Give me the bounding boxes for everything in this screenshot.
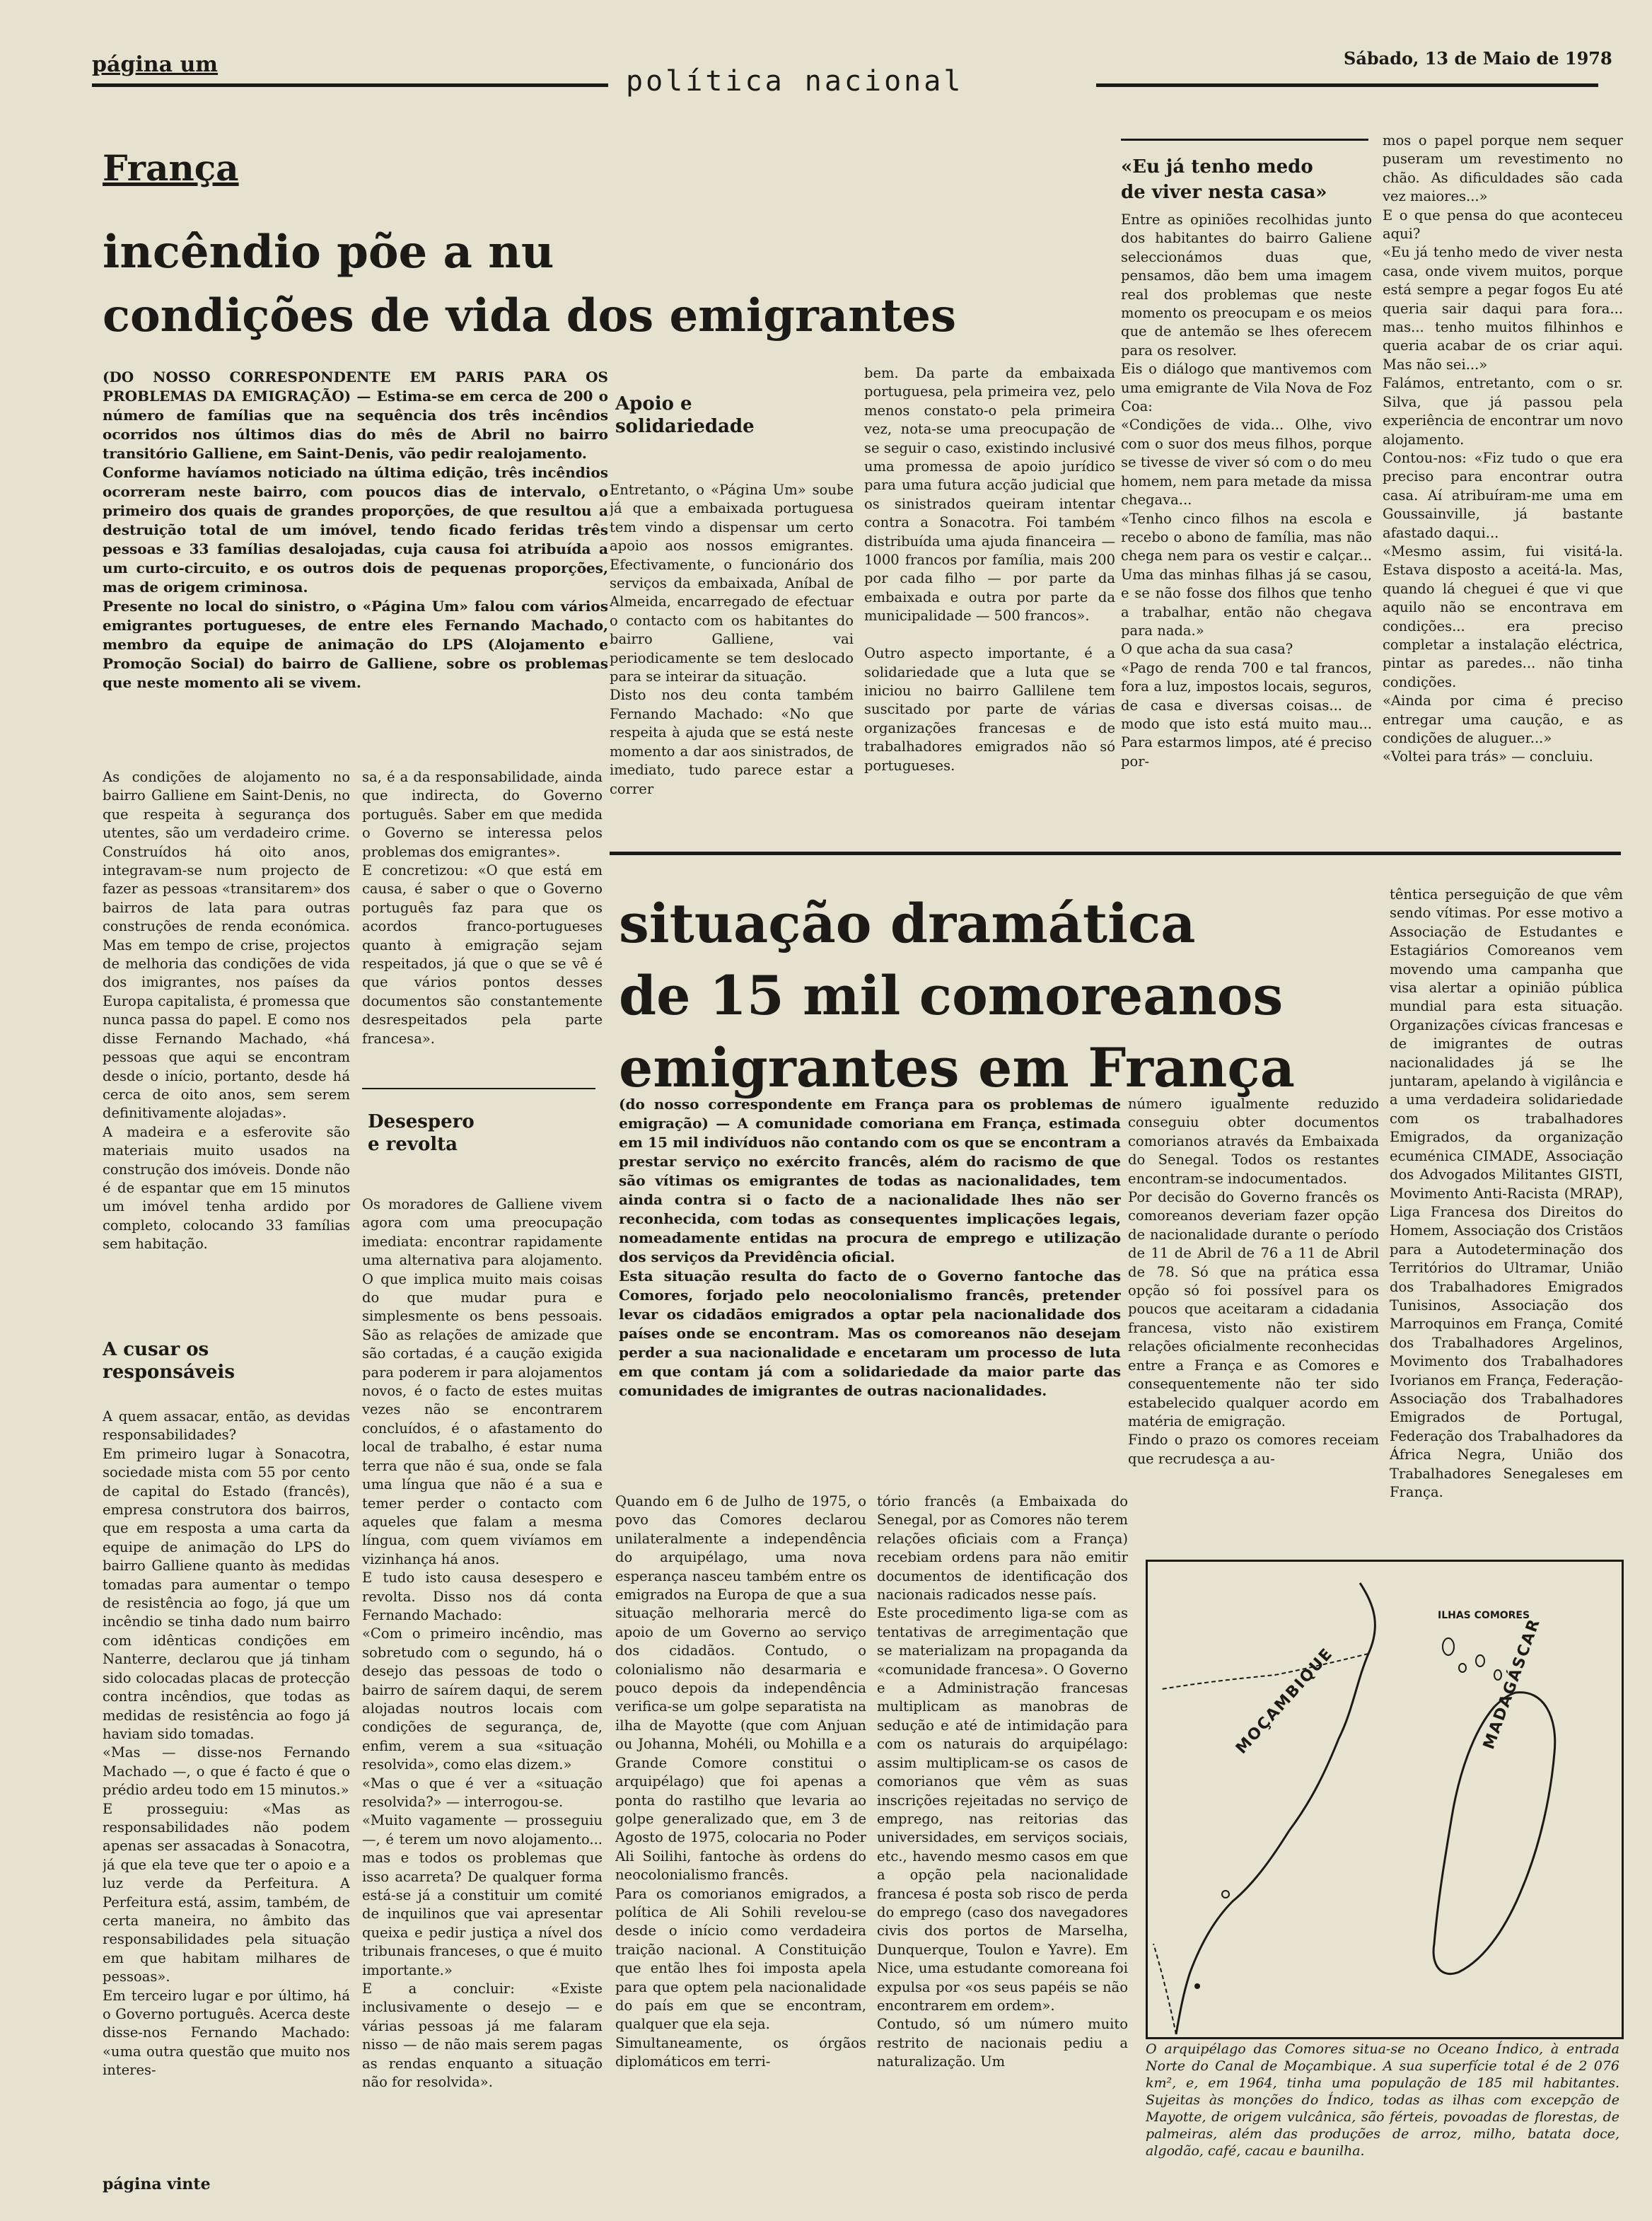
africa-coast: [1176, 1583, 1375, 2034]
header-rule-left: [92, 83, 608, 87]
map-label-madagascar: MADAGÁSCAR: [1480, 1616, 1545, 1752]
mozambique-border: [1153, 1654, 1368, 2034]
column-rule-desespero: [362, 1088, 595, 1089]
map-label-comores: ILHAS COMORES: [1438, 1610, 1530, 1621]
city-dot-2: [1194, 1983, 1200, 1989]
article1-col3: Entretanto, o «Página Um» soube já que a embaixada portuguesa tem vindo a dispensar um certo apoio aos nossos emigrantes. Efectivamente, o funcionário dos serviços da embaixada, Aníbal de Almeida, encarregado de efectuar o contacto com os habitantes do bairro Galliene, vai periodicamente se tem deslocado para se inteirar da situação. Disto nos deu conta também Fernando Machado: «No que respeita à ajuda que se está neste momento a dar aos sinistrados, de imediato, tudo parece estar a correr: [610, 482, 854, 797]
sidebar-col5: Entre as opiniões recolhidas junto dos habitantes do bairro Galiene seleccionámos duas que, pensamos, dão bem uma imagem real dos problemas que neste momento os preocupam e os meios que de antemão se lhes oferecem para os resolver. Eis o diálogo que mantivemos com uma emigrante de Vila Nova de Foz Coa: «Condições de vida... Olhe, vivo com o suor dos meus filhos, porque se tivesse de viver só com o do meu homem, nem para metade da missa chegava... «Tenho cinco filhos na escola e recebo o abono de família, mas não chega nem para os vestir e calçar... Uma das minhas filhas já se casou, e se não fosse dos filhos que tenho a trabalhar, então não chegava para nada.» O que acha da sua casa? «Pago de renda 700 e tal francos, fora a luz, impostos locais, seguros, de casa e diversas coisas... de modo que isto está muito mau... Para estarmos limpos, até é preciso por-: [1121, 211, 1372, 770]
subhead-desespero: Desespero e revolta: [368, 1111, 475, 1155]
article2-colA: Quando em 6 de Julho de 1975, o povo das Comores declarou unilateralmente a independência do arquipélago, uma nova esperança nasceu também entre os emigrados na Europa de que a sua situação melhoraria mercê do apoio de um Governo ao serviço dos cidadãos. Contudo, o colonialismo não desarmaria e pouco depois da independência verifica-se um golpe separatista na ilha de Mayotte (que com Anjuan ou Johanna, Mohéli, ou Mohilla e a Grande Comore constitui o arquipélago) que foi apenas a ponta do rastilho que levaria ao golpe generalizado que, em 3 de Agosto de 1975, colocaria no Poder Ali Soilihi, fantoche às ordens do neocolonialismo francês. Para os comorianos emigrados, a política de Ali Sohili revelou-se desde o início como verdadeira traição nacional. A Constituição que então lhes foi imposta apela para que optem pela nacionalidade do país em que se encontram, qualquer que ela seja. Simultaneamente, os órgãos diplomáticos em terri-: [615, 1493, 866, 2070]
article1-col1b: A quem assacar, então, as devidas responsabilidades? Em primeiro lugar à Sonacotra, sociedade mista com 55 por cento de capital do Estado (francês), empresa construtora dos bairros, que em resposta a uma carta da equipe de animação do LPS do bairro Galliene quanto às medidas tomadas para aumentar o tempo de resistência ao fogo, já que um incêndio se tinha dado num bairro com idênticas condições em Nanterre, declarou que já tinham sido colocadas placas de protecção contra incêndios, que todas as medidas de resistência ao fogo já haviam sido tomadas. «Mas — disse-nos Fernando Machado —, o que é facto é que o prédio ardeu todo em 15 minutos.» E prosseguiu: «Mas as responsabilidades não podem apenas ser assacadas à Sonacotra, já que ela teve que ter o apoio e a luz verde da Perfeitura. A Perfeitura está, assim, também, de certa maneira, no âmbito das responsabilidades pela situação em que habitam milhares de pessoas». Em terceiro lugar e por último, há o Governo português. Acerca deste disse-nos Fernando Machado: «uma outra questão que muito nos interes-: [103, 1408, 350, 2079]
article2-headline: situação dramática de 15 mil comoreanos emigrantes em França: [619, 892, 1295, 1099]
subhead-apoio: Apoio e solidariedade: [615, 393, 755, 437]
article1-col1a: As condições de alojamento no bairro Galliene em Saint-Denis, no que respeita à segurança dos utentes, são um verdadeiro crime. Construídos há oito anos, integravam-se num projecto de fazer as pessoas «transitarem» dos bairros de lata para outras construções de renda económica. Mas em tempo de crise, projectos de melhoria das condições de vida dos imigrantes, nos países da Europa capitalista, é promessa que nunca passa do papel. E como nos disse Fernando Machado, «há pessoas que aqui se encontram desde o início, portanto, desde há cerca de oito anos, sem serem definitivamente alojadas». A madeira e a esferovite são materiais muito usados na construção dos imóveis. Donde não é de espantar que em 15 minutos um imóvel tenha ardido por completo, colocando 33 famílias sem habitação.: [103, 769, 350, 1253]
section-title: política nacional: [626, 65, 964, 98]
subhead-acusar: A cusar os responsáveis: [103, 1339, 235, 1383]
article1-col2a: sa, é a da responsabilidade, ainda que indirecta, do Governo português. Saber em que medida o Governo se interessa pelos problemas dos emigrantes». E concretizou: «O que está em causa, é saber o que o Governo português faz para que os acordos franco-portugueses quanto à emigração sejam respeitados, já que o que se vê é que vários pontos desses documentos são constantemente desrespeitados pela parte francesa».: [362, 769, 603, 1047]
comoros-island-4: [1494, 1670, 1501, 1680]
comoros-island-3: [1476, 1655, 1484, 1666]
map-label-mocambique: MOÇAMBIQUE: [1233, 1645, 1337, 1758]
sidebar-rule: [1121, 139, 1368, 141]
page-label: página um: [92, 52, 219, 77]
header-rule-right: [1096, 83, 1598, 87]
jump-line: página vinte: [103, 2175, 211, 2193]
comoros-island-1: [1443, 1638, 1454, 1655]
article2-colD: têntica perseguição de que vêm sendo vítimas. Por esse motivo a Associação de Estudantes e Estagiários Comoreanos vem movendo uma campanha que visa alertar a opinião pública mundial para esta situação. Organizações cívicas francesas e de imigrantes de outras nacionalidades já se lhe juntaram, apelando à vigilância e a uma verdadeira solidariedade com os trabalhadores Emigrados, da organização ecuménica CIMADE, Associação dos Advogados Militantes GISTI, Movimento Anti-Racista (MRAP), Liga Francesa dos Direitos do Homem, Associação dos Cristãos para a Autodeterminação dos Territórios do Ultramar, União dos Trabalhadores Emigrados Tunisinos, Associação dos Marroquinos em França, Comité dos Trabalhadores Argelinos, Movimento dos Trabalhadores Ivorianos em França, Federação-Associação dos Trabalhadores Emigrados de Portugal, Federação dos Trabalhadores da África Negra, União dos Trabalhadores Senegaleses em França.: [1390, 886, 1623, 1500]
article2-lead: (do nosso correspondente em França para os problemas de emigração) — A comunidade comoriana em França, estimada em 15 mil indivíduos não contando com os que se encontram a prestar serviço no exército francês, além do racismo de que são vítimas os emigrantes de todas as nacionalidades, tem ainda contra si o facto de a nacionalidade lhes não ser reconhecida, com todas as consequentes implicações legais, nomeadamente entidas na procura de emprego e utilização dos serviços da Previdência oficial. Esta situação resulta do facto de o Governo fantoche das Comores, forjado pelo neocolonialismo francês, pretender levar os cidadãos emigrados a optar pela nacionalidade dos países onde se encontram. Mas os comoreanos não desejam perder a sua nacionalidade e encetaram um processo de luta em que contam já com a solidariedade da maior parte das comunidades de imigrantes de outras nacionalidades.: [619, 1096, 1121, 1399]
article2-colB: tório francês (a Embaixada do Senegal, por as Comores não terem relações oficiais com a França) recebiam ordens para não emitir documentos de identificação dos nacionais radicados nesse país. Este procedimento liga-se com as tentativas de arregimentação que se materializam na propaganda da «comunidade francesa». O Governo e a Administração francesas multiplicam as manobras de sedução e até de intimidação para com os naturais do arquipélago: assim multiplicam-se os casos de comorianos que vêm as suas inscrições rejeitadas no serviço de emprego, nas reitorias das universidades, em serviços sociais, etc., havendo mesmo casos em que a opção pela nacionalidade francesa é posta sob risco de perda do emprego (caso dos navegadores civis dos portos de Marselha, Dunquerque, Toulon e Yavre). Em Nice, uma estudante comoreana foi expulsa por «os seus papéis se não encontrarem em ordem». Contudo, só um número muito restrito de nacionais pediu a naturalização. Um: [877, 1493, 1128, 2070]
map-caption: O arquipélago das Comores situa-se no Oceano Índico, à entrada Norte do Canal de Moçambique. A sua superfície total é de 2 076 km², e, em 1964, tinha uma população de 185 mil habitantes. Sujeitas às monções do Índico, todas as ilhas com excepção de Mayotte, de origem vulcânica, são férteis, povoadas de florestas, de palmeiras, além das produções de arroz, milho, batata doce, algodão, café, cacau e baunilha.: [1146, 2041, 1619, 2159]
comoros-island-2: [1459, 1664, 1466, 1672]
map-figure: [1146, 1560, 1624, 2039]
map-drawing: [1148, 1562, 1622, 2037]
article1-col4: bem. Da parte da embaixada portuguesa, pela primeira vez, pelo menos constato-o pela primeira vez, nota-se uma preocupação de se seguir o caso, existindo inclusivé uma promessa de apoio jurídico para uma futura acção judicial que os sinistrados queiram intentar contra a Sonacotra. Foi também distribuída uma ajuda financeira — 1000 francos por família, mais 200 por cada filho — por parte da embaixada e outra por parte da municipalidade — 500 francos». Outro aspecto importante, é a solidariedade que a luta que se iniciou no bairro Gallilene tem suscitado por parte de várias organizações francesas e de trabalhadores emigrados não só portugueses.: [864, 365, 1115, 774]
sidebar-col6: mos o papel porque nem sequer puseram um revestimento no chão. As dificuldades são cada vez maiores...» E o que pensa do que aconteceu aqui? «Eu já tenho medo de viver nesta casa, onde vivem muitos, porque está sempre a pegar fogos Eu até queria sair daqui para fora... mas... tenho muitos filhinhos e queria acabar de os criar aqui. Mas não sei...» Falámos, entretanto, com o sr. Silva, que já passou pela experiência de encontrar um novo alojamento. Contou-nos: «Fiz tudo o que era preciso para encontrar outra casa. Aí atribuíram-me uma em Goussainville, já bastante afastado daqui... «Mesmo assim, fui visitá-la. Estava disposto a aceitá-la. Mas, quando lá cheguei é que vi que aquilo não se encontrava em condições... era preciso completar a instalação eléctrica, pintar as paredes... não tinha condições. «Ainda por cima é preciso entregar uma caução, e as condições de aluguer...» «Voltei para trás» — concluiu.: [1383, 132, 1623, 765]
sidebar-title: «Eu já tenho medo de viver nesta casa»: [1121, 156, 1327, 203]
section-divider: [610, 852, 1621, 855]
article1-kicker: França: [103, 147, 239, 189]
article1-col2b: Os moradores de Galliene vivem agora com uma preocupação imediata: encontrar rapidamente uma alternativa para alojamento. O que implica muito mais coisas do que mudar pura e simplesmente os bens pessoais. São as relações de amizade que são cortadas, é a caução exigida para poderem ir para alojamentos novos, é o facto de estes muitas vezes não se encontrarem concluídos, é o afastamento do local de trabalho, é estar numa terra que não é sua, onde se fala uma língua que não é a sua e temer perder o contacto com aqueles que falam a mesma língua, com quem vivíamos em vizinhança há anos. E tudo isto causa desespero e revolta. Disso nos dá conta Fernando Machado: «Com o primeiro incêndio, mas sobretudo com o segundo, há o desejo das pessoas de todo o bairro de saírem daqui, de serem alojadas noutros locais com condições de segurança, de, enfim, verem a sua «situação resolvida», como elas dizem.» «Mas o que é ver a «situação resolvida?» — interrogou-se. «Muito vagamente — prosseguiu —, é terem um novo alojamento... mas e todos os problemas que isso acarreta? De qualquer forma está-se já a constituir um comité de inquilinos que vai apresentar queixa e pedir justiça a nível dos tribunais franceses, o que é muito importante.» E a concluir: «Existe inclusivamente o desejo — e várias pessoas já me falaram nisso — de não mais serem pagas as rendas enquanto a situação não for resolvida».: [362, 1196, 603, 2091]
issue-date: Sábado, 13 de Maio de 1978: [1344, 48, 1612, 69]
article1-headline: incêndio põe a nu condições de vida dos emigrantes: [103, 226, 956, 342]
article1-lead: (DO NOSSO CORRESPONDENTE EM PARIS PARA OS PROBLEMAS DA EMIGRAÇÃO) — Estima-se em cerca de 200 o número de famílias que na sequência dos três incêndios ocorridos nos últimos dias do mês de Abril no bairro transitório Galliene, em Saint-Denis, vão pedir realojamento. Conforme havíamos noticiado na última edição, três incêndios ocorreram neste bairro, com poucos dias de intervalo, o primeiro dos quais de grandes proporções, de que resultou a destruição total de um imóvel, tendo ficado feridas três pessoas e 33 famílias desalojadas, cuja causa foi atribuída a um curto-circuito, e os outros dois de pequenas proporções, mas de origem criminosa. Presente no local do sinistro, o «Página Um» falou com vários emigrantes portugueses, de entre eles Fernando Machado, membro da equipe de animação do LPS (Alojamento e Promoção Social) do bairro de Galliene, sobre os problemas que neste momento ali se vivem.: [103, 369, 608, 691]
article2-colC: número igualmente reduzido conseguiu obter documentos comorianos através da Embaixada do Senegal. Todos os restantes encontram-se indocumentados. Por decisão do Governo francês os comoreanos deveriam fazer opção de nacionalidade durante o período de 11 de Abril de 76 a 11 de Abril de 78. Só que na prática essa opção só foi possível para os poucos que aceitaram a cidadania francesa, visto não existirem relações oficialmente reconhecidas entre a França e as Comores e consequentemente não ter sido estabelecido qualquer acordo em matéria de emigração. Findo o prazo os comores receiam que recrudesça a au-: [1128, 1096, 1379, 1467]
city-dot-1: [1222, 1891, 1229, 1898]
